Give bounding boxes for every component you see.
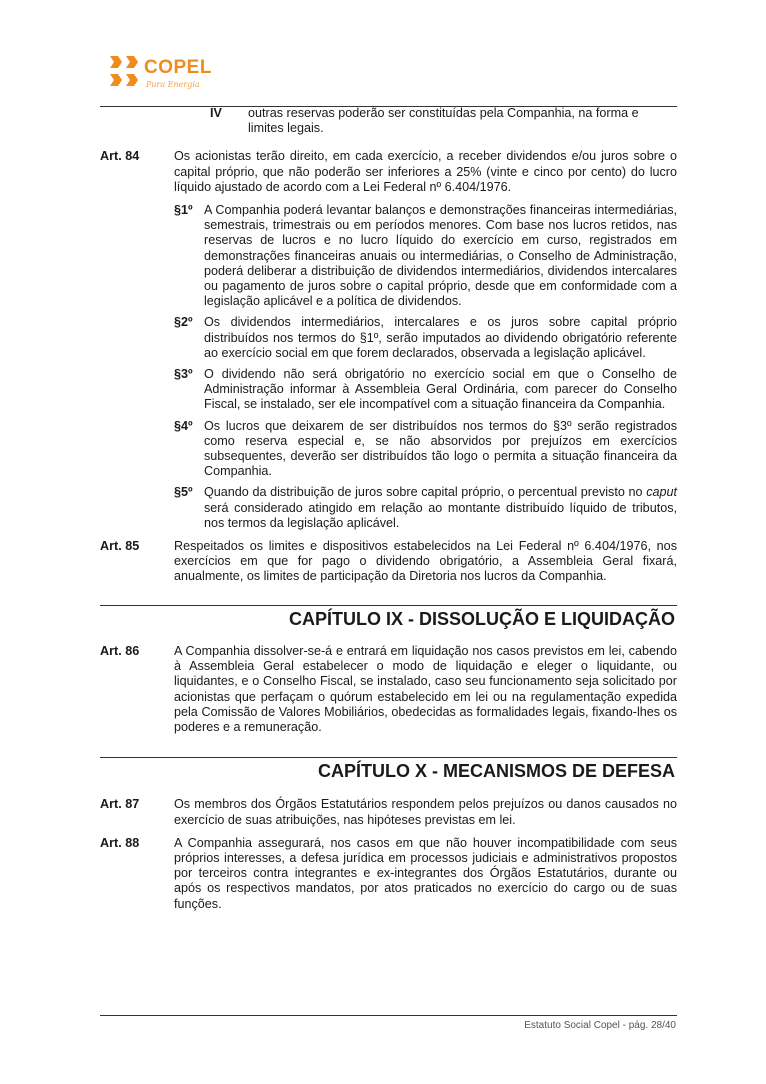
paragraph-4 xyxy=(174,419,677,480)
paragraph-label: §5º xyxy=(174,485,193,500)
article-label: Art. 86 xyxy=(100,643,140,658)
article-87 xyxy=(100,797,677,827)
footer-rule xyxy=(100,1015,677,1016)
paragraph-text-italic: caput xyxy=(646,485,677,500)
item-label: IV xyxy=(210,106,222,120)
article-text: Os membros dos Órgãos Estatutários respondem pelos prejuízos ou danos causados no exercício de suas atribuições, nas hipóteses previstas em lei. xyxy=(174,797,677,827)
article-label: Art. 88 xyxy=(100,835,140,850)
paragraph-text xyxy=(204,485,677,531)
paragraph-text: Os lucros que deixarem de ser distribuídos nos termos do §3º serão registrados como reserva especial e, se não absorvidos por prejuízos em exercícios subsequentes, deverão ser distribuídos tão logo o permita a situação financeira da Companhia. xyxy=(204,418,677,479)
paragraph-text: O dividendo não será obrigatório no exercício social em que o Conselho de Administração informar à Assembleia Geral Ordinária, com parecer do Conselho Fiscal, se instalado, ser ele incompatível com a situação financeira da Companhia. xyxy=(204,367,677,412)
paragraph-text-end: será considerado atingido em relação ao montante distribuído líquido de tributos, nos termos da legislação aplicável. xyxy=(204,500,677,530)
paragraph-label: §4º xyxy=(174,418,193,433)
paragraph-text: Os dividendos intermediários, intercalares e os juros sobre capital próprio distribuídos nos termos do §1º, serão imputados ao dividendo obrigatório referente ao exercício social em que forem declarados, observada a legislação aplicável. xyxy=(204,315,677,360)
paragraph-text: A Companhia poderá levantar balanços e demonstrações financeiras intermediárias, semestrais, trimestrais ou em períodos menores. Com base nos lucros retidos, nas reservas de lucros e no lucro líquido do exercício em curso, registrados em demonstrações financeiras anuais ou intermediárias, o Conselho de Administração, poderá deliberar a distribuição de dividendos intermediários, dividendos intercalares ou pagamento de juros sobre o capital próprio, desde que em conformidade com a legislação aplicável e a política de dividendos. xyxy=(204,203,677,309)
article-85 xyxy=(100,539,677,585)
paragraph-text-start: Quando da distribuição de juros sobre capital próprio, o percentual previsto no xyxy=(204,485,647,500)
brand-tagline: Pura Energia xyxy=(146,80,200,89)
paragraph-label: §1º xyxy=(174,203,193,218)
article-text: A Companhia dissolver-se-á e entrará em liquidação nos casos previstos em lei, cabendo à Assembleia Geral estabelecer o modo de liquidação e eleger o liquidante, ou liquidantes, e o Conselho Fiscal, se instalado, caso seu funcionamento seja solicitado por acionistas que perfaçam o quórum estabelecido em lei ou na regulamentação expedida pela Comissão de Valores Mobiliários, obedecidas as formalidades legais, fixando-lhes os poderes e a remuneração. xyxy=(174,643,677,734)
article-86 xyxy=(100,644,677,735)
article-84 xyxy=(100,149,677,195)
article-88 xyxy=(100,836,677,912)
item-text: outras reservas poderão ser constituídas pela Companhia, na forma e limites legais. xyxy=(248,106,639,136)
paragraph-label: §2º xyxy=(174,315,193,330)
copel-logo xyxy=(108,54,218,94)
article-text: A Companhia assegurará, nos casos em que não houver incompatibilidade com seus próprios interesses, a defesa jurídica em processos judiciais e administrativos propostos por terceiros contra integrantes e ex-integrantes dos Órgãos Estatutários, durante ou após os respectivos mandatos, por atos praticados no exercício do cargo ou de suas funções. xyxy=(174,835,677,911)
article-text: Os acionistas terão direito, em cada exercício, a receber dividendos e/ou juros sobre o capital próprio, que não poderão ser inferiores a 25% (vinte e cinco por cento) do lucro líquido ajustado de acordo com a Lei Federal nº 6.404/1976. xyxy=(174,149,677,194)
chapter-ix-heading: CAPÍTULO IX - DISSOLUÇÃO E LIQUIDAÇÃO xyxy=(100,605,677,627)
paragraph-5 xyxy=(174,485,677,531)
copel-symbol-icon xyxy=(108,54,140,90)
article-label: Art. 84 xyxy=(100,149,140,164)
page-footer: Estatuto Social Copel - pág. 28/40 xyxy=(524,1020,676,1031)
paragraph-3 xyxy=(174,367,677,413)
brand-name: COPEL xyxy=(144,57,212,78)
article-label: Art. 85 xyxy=(100,539,140,554)
article-label: Art. 87 xyxy=(100,797,140,812)
paragraph-2 xyxy=(174,315,677,361)
article-text: Respeitados os limites e dispositivos estabelecidos na Lei Federal nº 6.404/1976, nos exercícios em que for pago o dividendo obrigatório, a Assembleia Geral fixará, anualmente, os limites de participação da Diretoria nos lucros da Companhia. xyxy=(174,539,677,584)
paragraph-1 xyxy=(174,203,677,309)
document-body xyxy=(100,106,677,912)
paragraph-label: §3º xyxy=(174,367,193,382)
chapter-x-heading: CAPÍTULO X - MECANISMOS DE DEFESA xyxy=(100,757,677,779)
item-iv xyxy=(210,106,677,136)
